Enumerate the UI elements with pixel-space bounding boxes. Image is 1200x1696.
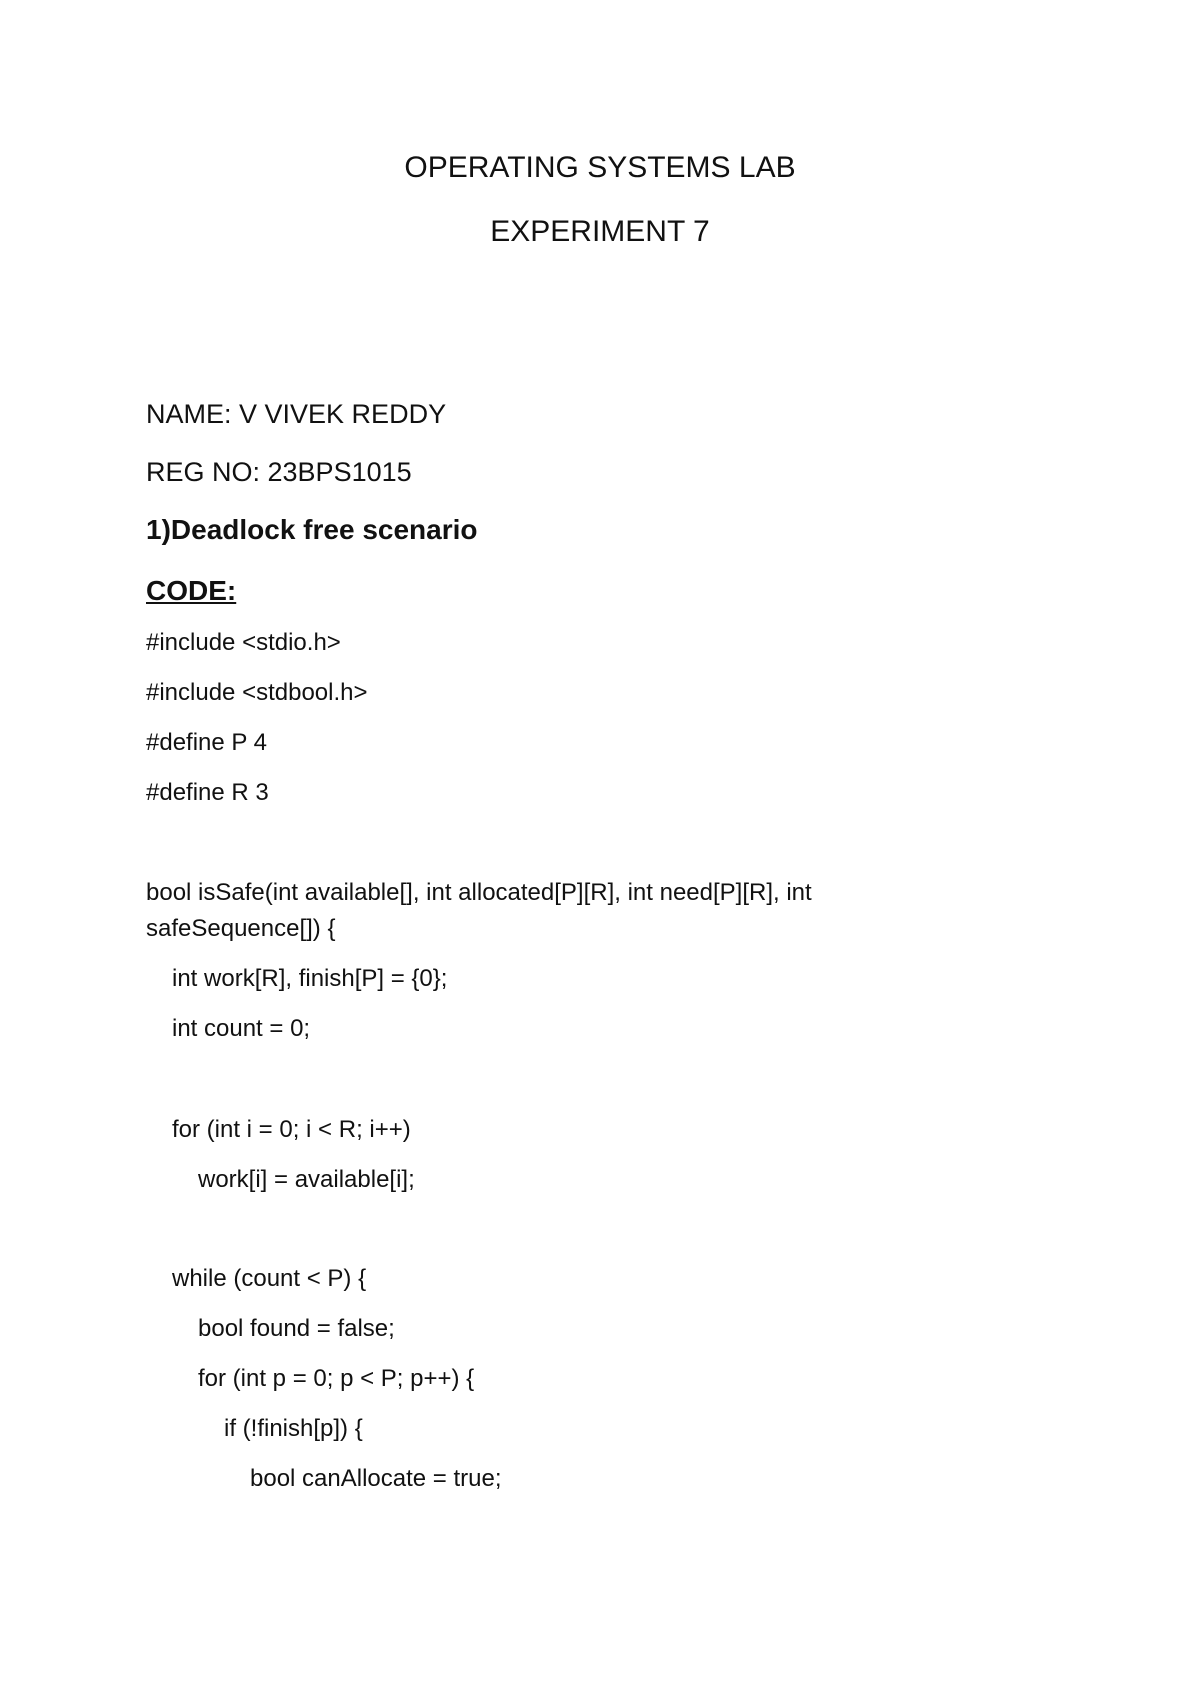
code-line: for (int p = 0; p < P; p++) { <box>198 1365 475 1392</box>
code-line: int count = 0; <box>172 1015 311 1042</box>
code-line: if (!finish[p]) { <box>224 1415 363 1442</box>
code-line: #include <stdbool.h> <box>146 679 368 706</box>
registration-number: REG NO: 23BPS1015 <box>146 457 412 487</box>
code-heading: CODE: <box>146 575 237 606</box>
code-line: #include <stdio.h> <box>146 629 341 656</box>
document-title: OPERATING SYSTEMS LAB <box>404 151 796 184</box>
code-line: for (int i = 0; i < R; i++) <box>172 1116 411 1143</box>
code-line: #define P 4 <box>146 729 267 756</box>
code-line: bool found = false; <box>198 1315 395 1342</box>
code-line: bool isSafe(int available[], int allocated[P][R], int need[P][R], int <box>146 879 812 906</box>
code-line: int work[R], finish[P] = {0}; <box>172 965 448 992</box>
code-line: #define R 3 <box>146 779 269 806</box>
student-name: NAME: V VIVEK REDDY <box>146 399 447 429</box>
code-line: safeSequence[]) { <box>146 915 336 942</box>
section-heading: 1)Deadlock free scenario <box>146 514 478 545</box>
code-line: while (count < P) { <box>172 1265 367 1292</box>
code-line: work[i] = available[i]; <box>198 1166 415 1193</box>
code-line: bool canAllocate = true; <box>250 1465 502 1492</box>
document-subtitle: EXPERIMENT 7 <box>490 215 710 248</box>
